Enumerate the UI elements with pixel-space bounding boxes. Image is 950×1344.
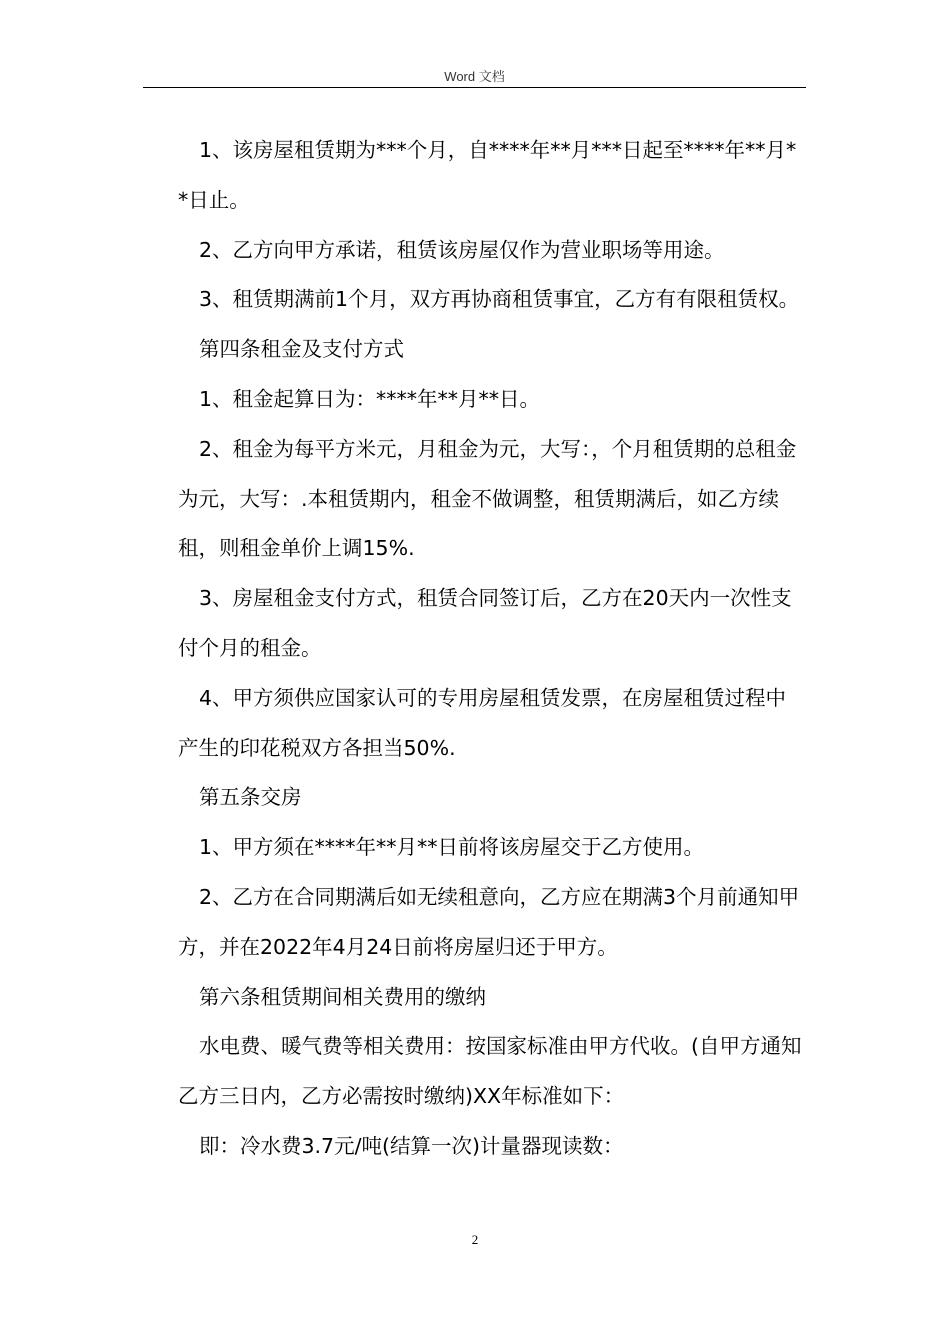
paragraph: 4、甲方须供应国家认可的专用房屋租赁发票，在房屋租赁过程中产生的印花税双方各担当50%. [178,685,787,760]
paragraph: 水电费、暖气费等相关费用：按国家标准由甲方代收。(自甲方通知乙方三日内，乙方必需按时缴纳)XX年标准如下： [178,1034,802,1109]
page-number: 2 [471,1232,479,1247]
document-body [178,126,803,1172]
paragraph: 1、甲方须在****年**月**日前将该房屋交于乙方使用。 [199,835,705,860]
paragraph: 1、该房屋租赁期为***个月，自****年**月***日起至****年**月**日止。 [178,138,797,212]
section-heading: 第六条租赁期间相关费用的缴纳 [199,984,486,1009]
paragraph: 1、租金起算日为：****年**月**日。 [199,386,541,411]
paragraph: 2、乙方向甲方承诺，租赁该房屋仅作为营业职场等用途。 [199,237,725,262]
header-divider [143,87,806,88]
paragraph: 3、房屋租金支付方式，租赁合同签订后，乙方在20天内一次性支付个月的租金。 [178,586,792,660]
paragraph: 即：冷水费3.7元/吨(结算一次)计量器现读数： [199,1133,624,1158]
section-heading: 第四条租金及支付方式 [199,337,404,362]
section-heading: 第五条交房 [199,785,302,810]
paragraph: 3、租赁期满前1个月，双方再协商租赁事宜，乙方有有限租赁权。 [199,287,800,312]
page-header: Word 文档 [444,69,505,84]
paragraph: 2、租金为每平方米元，月租金为元，大写：，个月租赁期的总租金为元，大写：.本租赁期内，租金不做调整，租赁期满后，如乙方续租，则租金单价上调15%. [178,436,797,561]
paragraph: 2、乙方在合同期满后如无续租意向，乙方应在期满3个月前通知甲方，并在2022年4月24日前将房屋归还于甲方。 [178,884,800,959]
